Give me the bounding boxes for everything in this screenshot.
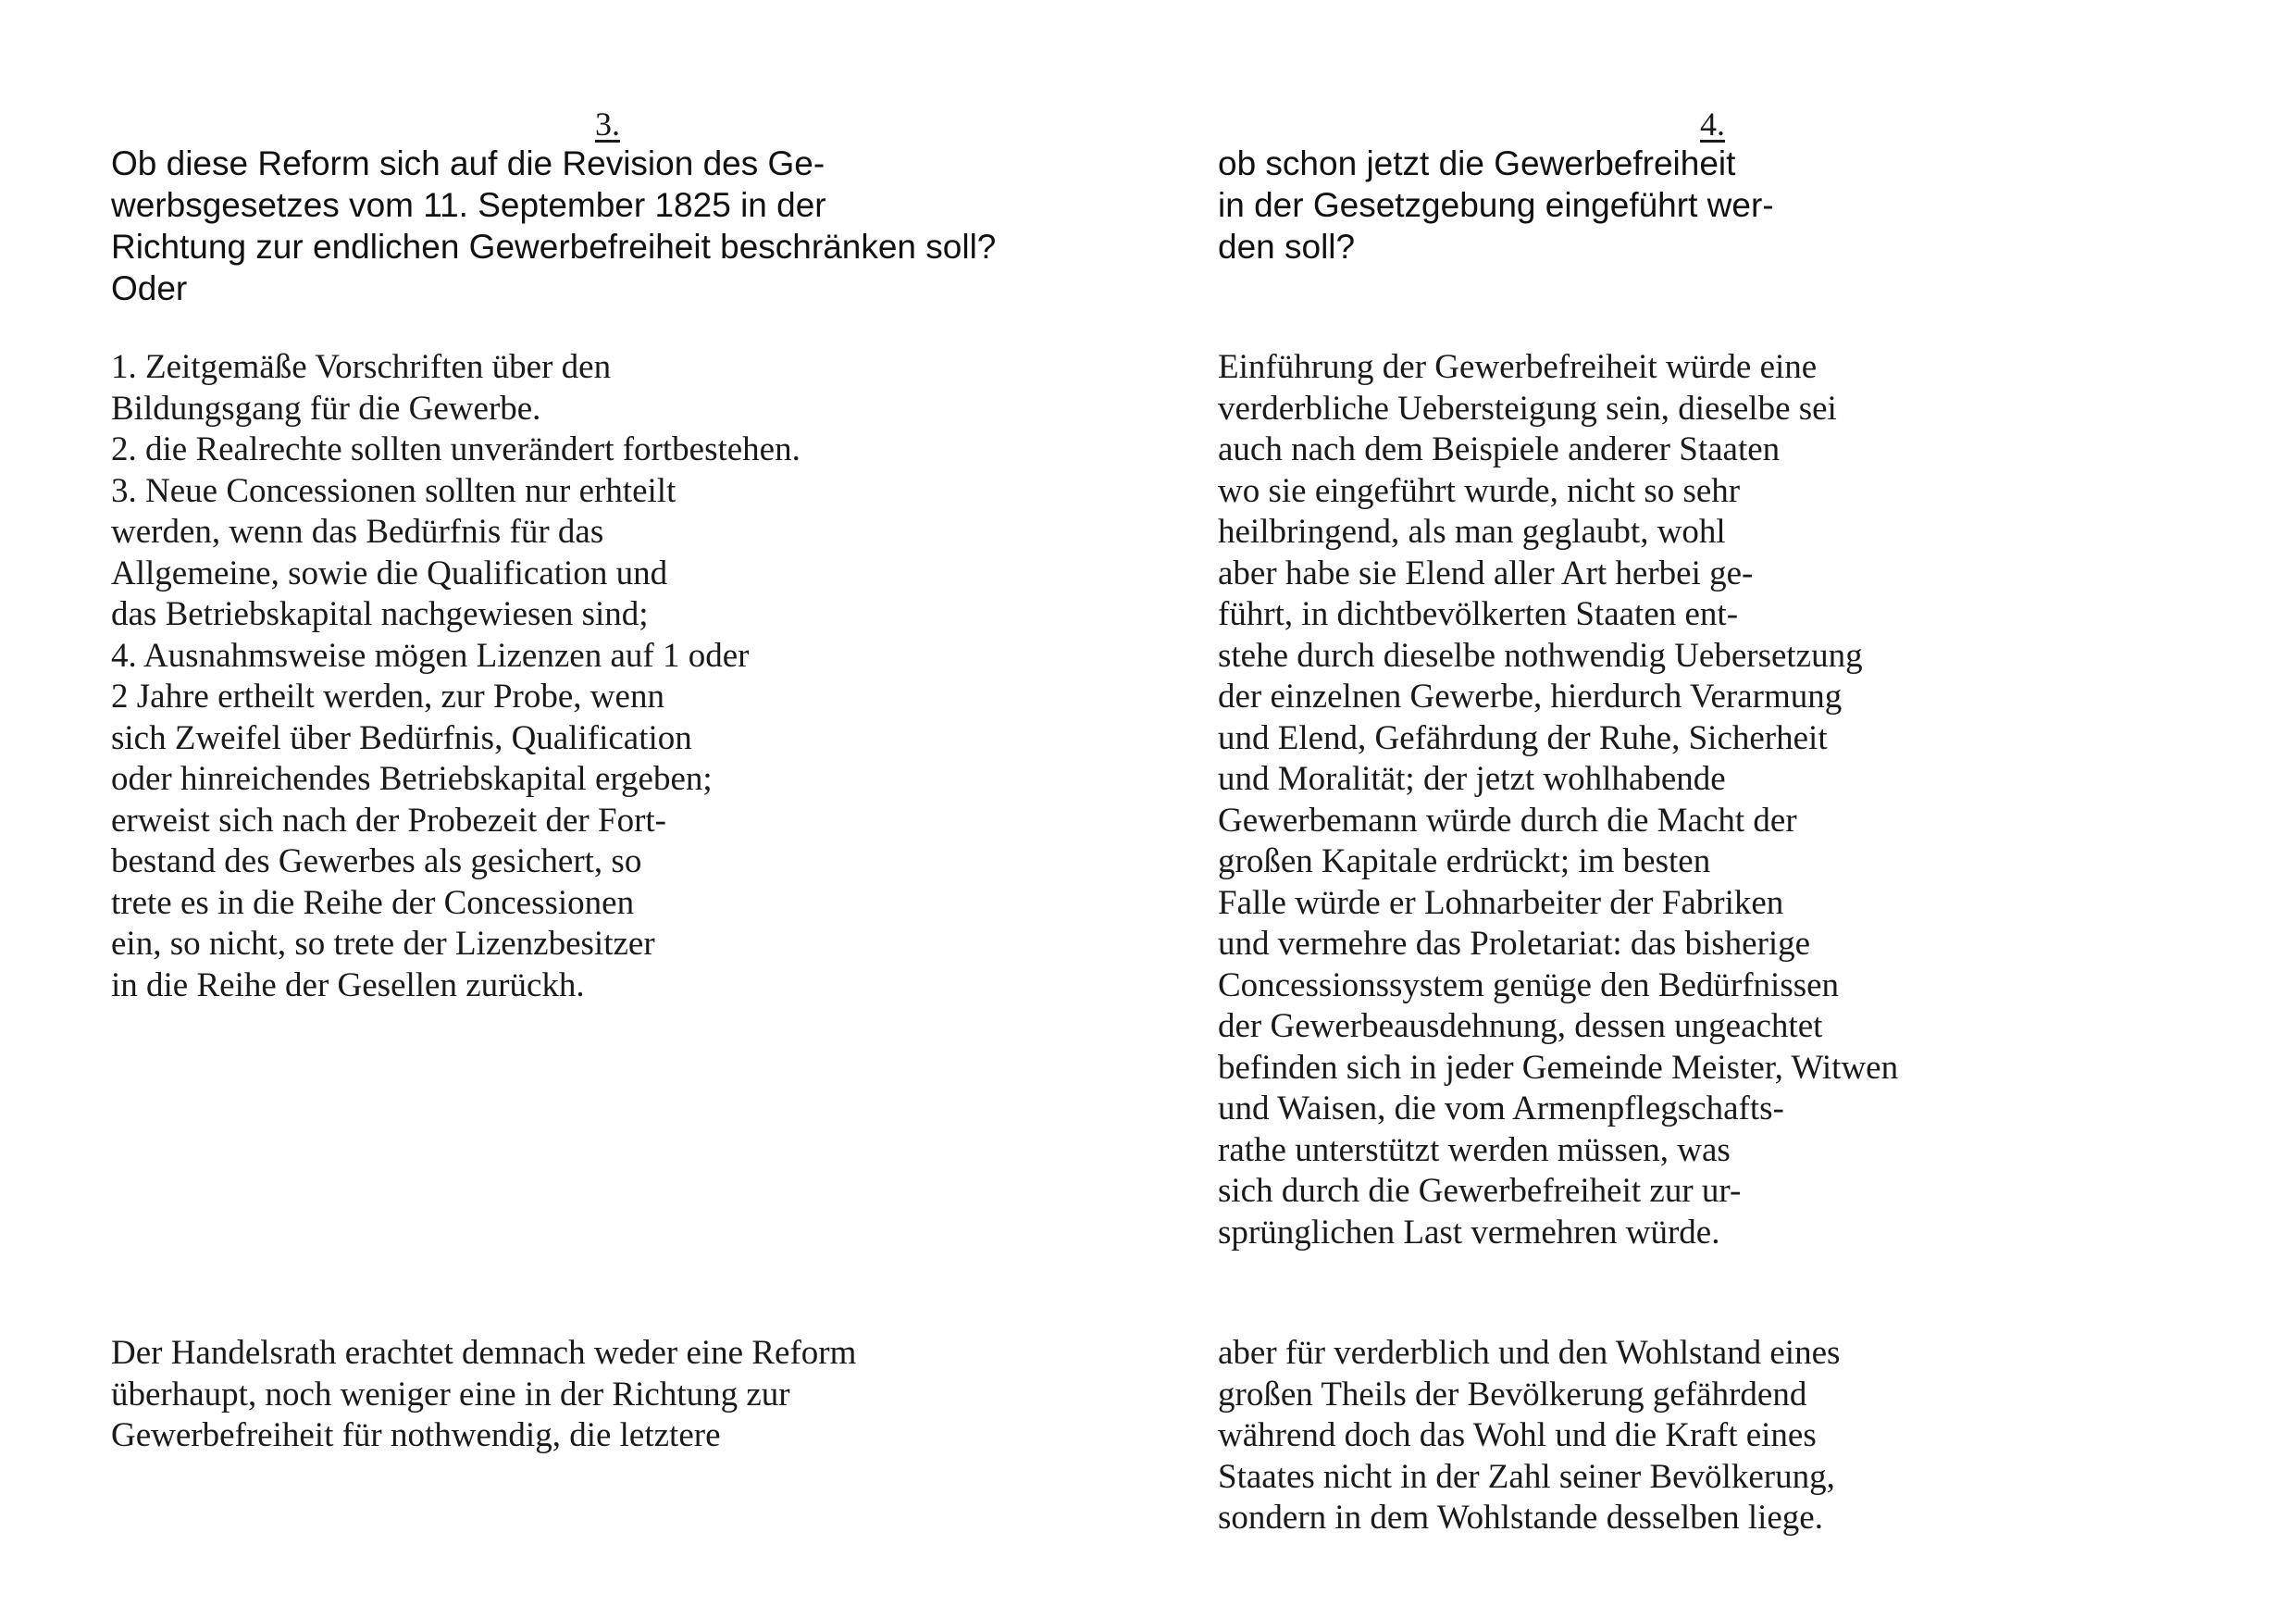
body-text [111, 347, 800, 1006]
question-line: den soll? [1218, 228, 1356, 266]
text-line: sich Zweifel über Bedürfnis, Qualification [111, 718, 692, 757]
text-line: auch nach dem Beispiele anderer Staaten [1218, 430, 1781, 468]
question-line: werbsgesetzes vom 11. September 1825 in der [111, 186, 826, 224]
text-line: Bildungsgang für die Gewerbe. [111, 389, 541, 428]
text-line: während doch das Wohl und die Kraft eines [1218, 1416, 1817, 1454]
text-line: verderbliche Uebersteigung sein, dieselbe sei [1218, 389, 1837, 428]
text-line: Concessionssystem genüge den Bedürfnissen [1218, 965, 1840, 1004]
text-line: bestand des Gewerbes als gesichert, so [111, 842, 642, 880]
question-line: ob schon jetzt die Gewerbefreiheit [1218, 144, 1736, 182]
text-line: und Moralität; der jetzt wohlhabende [1218, 760, 1726, 798]
text-line: erweist sich nach der Probezeit der Fort- [111, 801, 667, 840]
text-line: sprünglichen Last vermehren würde. [1218, 1213, 1720, 1252]
text-line: führt, in dichtbevölkerten Staaten ent- [1218, 595, 1739, 633]
question-heading [111, 143, 996, 309]
text-line: der Gewerbeausdehnung, dessen ungeachtet [1218, 1007, 1823, 1045]
question-heading [1218, 143, 1774, 268]
text-line: ein, so nicht, so trete der Lizenzbesitzer [111, 925, 655, 963]
left-page [111, 0, 1129, 1619]
text-line: Falle würde er Lohnarbeiter der Fabriken [1218, 883, 1784, 922]
text-line: das Betriebskapital nachgewiesen sind; [111, 595, 649, 633]
text-line: überhaupt, noch weniger eine in der Richtung zur [111, 1375, 790, 1414]
text-line: rathe unterstützt werden müssen, was [1218, 1130, 1731, 1169]
text-line: und vermehre das Proletariat: das bisherige [1218, 925, 1811, 963]
text-line: großen Kapitale erdrückt; im besten [1218, 842, 1711, 880]
text-line: wo sie eingeführt wurde, nicht so sehr [1218, 471, 1741, 510]
text-line: 3. Neue Concessionen sollten nur erhteilt [111, 471, 676, 510]
text-line: oder hinreichendes Betriebskapital ergeben; [111, 760, 713, 798]
text-line: 1. Zeitgemäße Vorschriften über den [111, 348, 612, 386]
right-page [1218, 0, 2236, 1619]
text-line: Gewerbemann würde durch die Macht der [1218, 801, 1797, 840]
text-line: Der Handelsrath erachtet demnach weder eine Reform [111, 1334, 857, 1372]
text-line: befinden sich in jeder Gemeinde Meister, Witwen [1218, 1048, 1899, 1087]
text-line: 2. die Realrechte sollten unverändert fortbestehen. [111, 430, 800, 468]
question-line: Oder [111, 269, 188, 307]
text-line: heilbringend, als man geglaubt, wohl [1218, 513, 1726, 551]
text-line: sich durch die Gewerbefreiheit zur ur- [1218, 1172, 1742, 1210]
conclusion-text [1218, 1333, 1840, 1539]
text-line: trete es in die Reihe der Concessionen [111, 883, 635, 922]
text-line: der einzelnen Gewerbe, hierdurch Verarmung [1218, 678, 1843, 716]
question-line: Richtung zur endlichen Gewerbefreiheit beschränken soll? [111, 228, 997, 266]
text-line: Gewerbefreiheit für nothwendig, die letztere [111, 1416, 721, 1454]
page-number: 4. [1700, 106, 1725, 143]
text-line: in die Reihe der Gesellen zurückh. [111, 965, 585, 1004]
text-line: werden, wenn das Bedürfnis für das [111, 513, 604, 551]
text-line: aber für verderblich und den Wohlstand eines [1218, 1334, 1841, 1372]
text-line: und Waisen, die vom Armenpflegschafts- [1218, 1090, 1784, 1127]
text-line: Allgemeine, sowie die Qualification und [111, 554, 668, 592]
conclusion-text [111, 1333, 856, 1457]
text-line: Staates nicht in der Zahl seiner Bevölkerung, [1218, 1457, 1835, 1496]
text-line: und Elend, Gefährdung der Ruhe, Sicherheit [1218, 718, 1828, 757]
text-line: stehe durch dieselbe nothwendig Uebersetzung [1218, 636, 1863, 675]
page-number: 3. [595, 106, 620, 143]
text-line: 4. Ausnahmsweise mögen Lizenzen auf 1 oder [111, 636, 750, 675]
question-line: in der Gesetzgebung eingeführt wer- [1218, 186, 1774, 224]
question-line: Ob diese Reform sich auf die Revision des Ge- [111, 144, 825, 182]
text-line: sondern in dem Wohlstande desselben liege. [1218, 1499, 1823, 1537]
text-line: aber habe sie Elend aller Art herbei ge- [1218, 554, 1754, 592]
text-line: Einführung der Gewerbefreiheit würde eine [1218, 348, 1818, 386]
body-text [1218, 347, 1898, 1253]
text-line: großen Theils der Bevölkerung gefährdend [1218, 1375, 1807, 1414]
text-line: 2 Jahre ertheilt werden, zur Probe, wenn [111, 678, 664, 716]
